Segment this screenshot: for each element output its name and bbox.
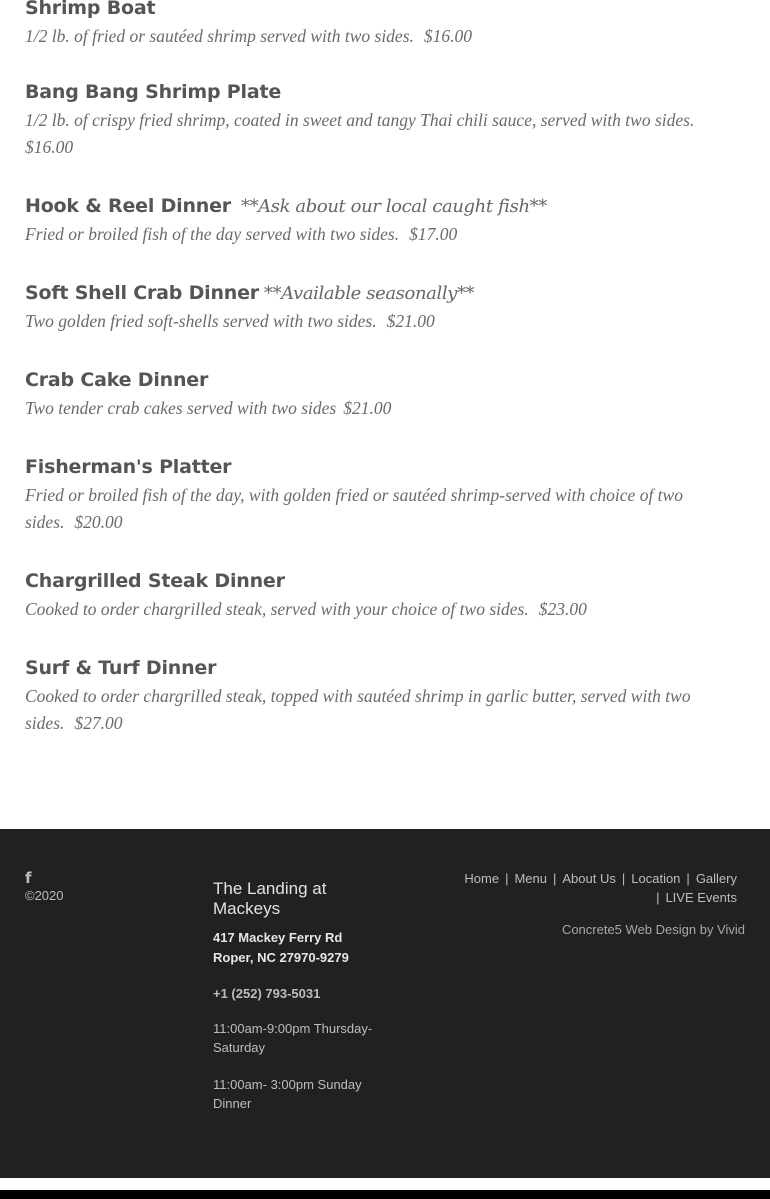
business-info: [213, 879, 383, 1113]
item-title: Shrimp Boat: [25, 0, 156, 19]
item-description: Two tender crab cakes served with two sides $21.00: [25, 398, 392, 418]
item-price: $16.00: [423, 26, 473, 46]
item-price: $20.00: [74, 512, 123, 532]
item-title: Hook & Reel Dinner **Ask about our local caught fish**: [25, 195, 547, 217]
item-title: Bang Bang Shrimp Plate: [25, 81, 282, 103]
hours-sunday: 11:00am- 3:00pm Sunday Dinner: [213, 1077, 362, 1111]
item-note: **Available seasonally**: [263, 283, 475, 304]
bottom-strip: [0, 1190, 770, 1199]
item-title: Soft Shell Crab Dinner **Available seasonally**: [25, 282, 475, 304]
phone-link[interactable]: +1 (252) 793-5031: [213, 986, 321, 1001]
facebook-icon[interactable]: f: [25, 869, 32, 887]
nav-menu[interactable]: Menu: [514, 871, 547, 886]
item-description: Two golden fried soft-shells served with two sides. $21.00: [25, 311, 435, 331]
item-title: Chargrilled Steak Dinner: [25, 570, 285, 592]
copyright: ©2020: [25, 888, 64, 903]
footer-nav: Home | Menu | About Us | Location | Gallery | LIVE Events: [464, 871, 737, 905]
item-note: **Ask about our local caught fish**: [240, 196, 547, 217]
item-price: $21.00: [343, 398, 392, 418]
item-price: $21.00: [386, 311, 435, 331]
address: [213, 928, 383, 968]
item-description: Fried or broiled fish of the day served with two sides. $17.00: [25, 224, 458, 244]
menu-item: [25, 194, 745, 248]
address-line: Roper, NC 27970-9279: [213, 950, 349, 965]
menu-item: [25, 656, 745, 737]
hours-weekday: 11:00am-9:00pm Thursday-Saturday: [213, 1021, 373, 1055]
item-price: $17.00: [409, 224, 458, 244]
item-description: 1/2 lb. of crispy fried shrimp, coated in sweet and tangy Thai chili sauce, served with two sides. $16.00: [25, 107, 745, 161]
item-description: Cooked to order chargrilled steak, served with your choice of two sides. $23.00: [25, 599, 587, 619]
menu-item: [25, 281, 745, 335]
item-price: $16.00: [25, 137, 74, 157]
menu-item: [25, 80, 745, 161]
item-price: $27.00: [74, 713, 123, 733]
item-description: Cooked to order chargrilled steak, topped with sautéed shrimp in garlic butter, served with two sides. $27.00: [25, 686, 691, 733]
item-title: Crab Cake Dinner: [25, 369, 209, 391]
item-description: 1/2 lb. of fried or sautéed shrimp served with two sides. $16.00: [25, 26, 473, 46]
nav-about-us[interactable]: About Us: [562, 871, 616, 886]
site-footer: [0, 829, 770, 1178]
nav-live-events[interactable]: LIVE Events: [665, 890, 737, 905]
item-price: $23.00: [538, 599, 587, 619]
business-name: The Landing at Mackeys: [213, 879, 327, 918]
menu-item: [25, 0, 745, 50]
menu-item: [25, 455, 745, 536]
design-credit-link[interactable]: Concrete5 Web Design by Vivid: [561, 922, 745, 937]
item-description: Fried or broiled fish of the day, with golden fried or sautéed shrimp-served with choice of two sides. $20.00: [25, 485, 683, 532]
menu-item: [25, 569, 745, 623]
menu-item: [25, 368, 745, 422]
item-title: Surf & Turf Dinner: [25, 657, 217, 679]
nav-home[interactable]: Home: [464, 871, 500, 886]
nav-gallery[interactable]: Gallery: [695, 871, 737, 886]
address-line: 417 Mackey Ferry Rd: [213, 930, 343, 945]
nav-location[interactable]: Location: [631, 871, 681, 886]
item-title: Fisherman's Platter: [25, 456, 232, 478]
